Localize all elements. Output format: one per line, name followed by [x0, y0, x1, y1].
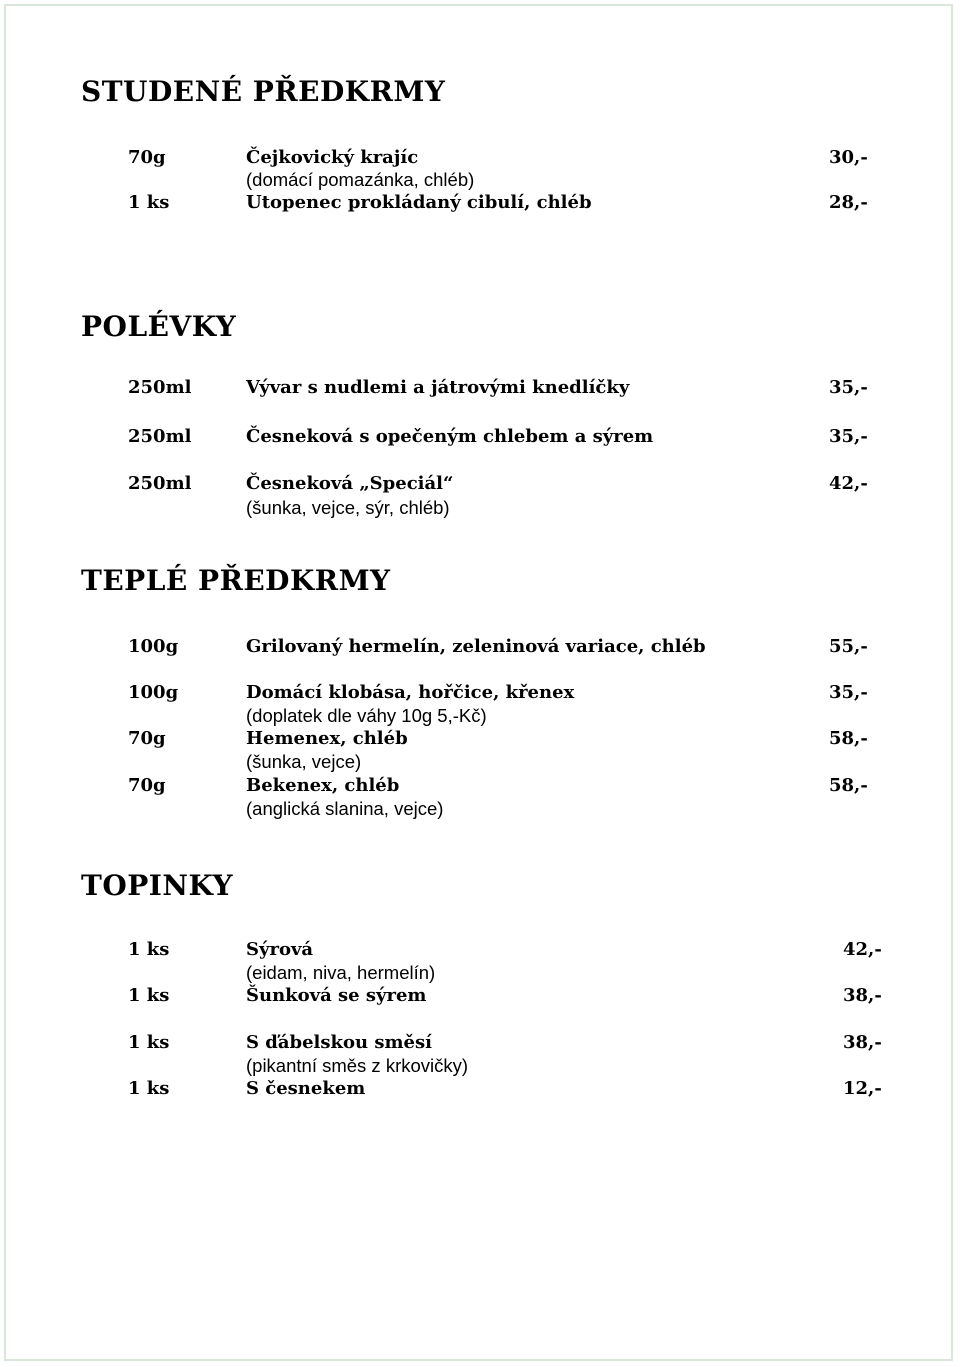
- item-price: 35,-: [829, 426, 868, 447]
- item-name: Domácí klobása, hořčice, křenex: [246, 682, 575, 703]
- item-price: 42,-: [829, 473, 868, 494]
- menu-item: [0, 636, 960, 658]
- item-quantity: 250ml: [128, 426, 192, 447]
- item-name: Česneková s opečeným chlebem a sýrem: [246, 426, 654, 447]
- menu-item: [0, 985, 960, 1007]
- item-quantity: 1 ks: [128, 1078, 170, 1099]
- item-name: Česneková „Speciál“: [246, 473, 454, 494]
- item-price: 30,-: [829, 147, 868, 168]
- item-price: 35,-: [829, 377, 868, 398]
- item-name: Vývar s nudlemi a játrovými knedlíčky: [246, 377, 630, 398]
- item-price: 28,-: [829, 192, 868, 213]
- item-price: 38,-: [843, 1032, 882, 1053]
- menu-item: [0, 775, 960, 797]
- item-quantity: 100g: [128, 682, 179, 703]
- menu-item: [0, 728, 960, 750]
- item-name: Grilovaný hermelín, zeleninová variace, chléb: [246, 636, 706, 657]
- item-price: 35,-: [829, 682, 868, 703]
- item-quantity: 250ml: [128, 473, 192, 494]
- item-quantity: 70g: [128, 775, 166, 796]
- section-title-toasts: TOPINKY: [81, 869, 234, 902]
- section-title-soups: POLÉVKY: [81, 310, 237, 343]
- item-quantity: 1 ks: [128, 1032, 170, 1053]
- item-quantity: 1 ks: [128, 192, 170, 213]
- item-price: 58,-: [829, 728, 868, 749]
- menu-item: [0, 147, 960, 169]
- menu-item: [0, 1032, 960, 1054]
- item-name: Sýrová: [246, 939, 314, 960]
- item-price: 58,-: [829, 775, 868, 796]
- item-name: S ďábelskou směsí: [246, 1032, 432, 1053]
- menu-item: [0, 426, 960, 448]
- item-name: S česnekem: [246, 1078, 366, 1099]
- item-quantity: 70g: [128, 147, 166, 168]
- menu-item: [0, 377, 960, 399]
- item-note: (šunka, vejce): [246, 751, 362, 772]
- item-note: (pikantní směs z krkovičky): [246, 1055, 469, 1076]
- item-note: (eidam, niva, hermelín): [246, 962, 436, 983]
- item-quantity: 1 ks: [128, 939, 170, 960]
- item-note: (šunka, vejce, sýr, chléb): [246, 497, 450, 518]
- item-quantity: 100g: [128, 636, 179, 657]
- section-title-warm-starters: TEPLÉ PŘEDKRMY: [81, 564, 391, 597]
- item-note: (domácí pomazánka, chléb): [246, 169, 475, 190]
- item-note: (anglická slanina, vejce): [246, 798, 444, 819]
- item-name: Bekenex, chléb: [246, 775, 400, 796]
- section-title-cold-starters: STUDENÉ PŘEDKRMY: [81, 75, 446, 108]
- menu-item: [0, 192, 960, 214]
- item-price: 55,-: [829, 636, 868, 657]
- item-price: 38,-: [843, 985, 882, 1006]
- item-note: (doplatek dle váhy 10g 5,-Kč): [246, 705, 487, 726]
- menu-item: [0, 473, 960, 495]
- menu-item: [0, 939, 960, 961]
- item-price: 42,-: [843, 939, 882, 960]
- menu-item: [0, 1078, 960, 1100]
- menu-item: [0, 682, 960, 704]
- item-name: Čejkovický krajíc: [246, 147, 419, 168]
- item-quantity: 1 ks: [128, 985, 170, 1006]
- item-quantity: 70g: [128, 728, 166, 749]
- item-name: Hemenex, chléb: [246, 728, 408, 749]
- item-price: 12,-: [843, 1078, 882, 1099]
- item-name: Šunková se sýrem: [246, 985, 427, 1006]
- item-name: Utopenec prokládaný cibulí, chléb: [246, 192, 592, 213]
- item-quantity: 250ml: [128, 377, 192, 398]
